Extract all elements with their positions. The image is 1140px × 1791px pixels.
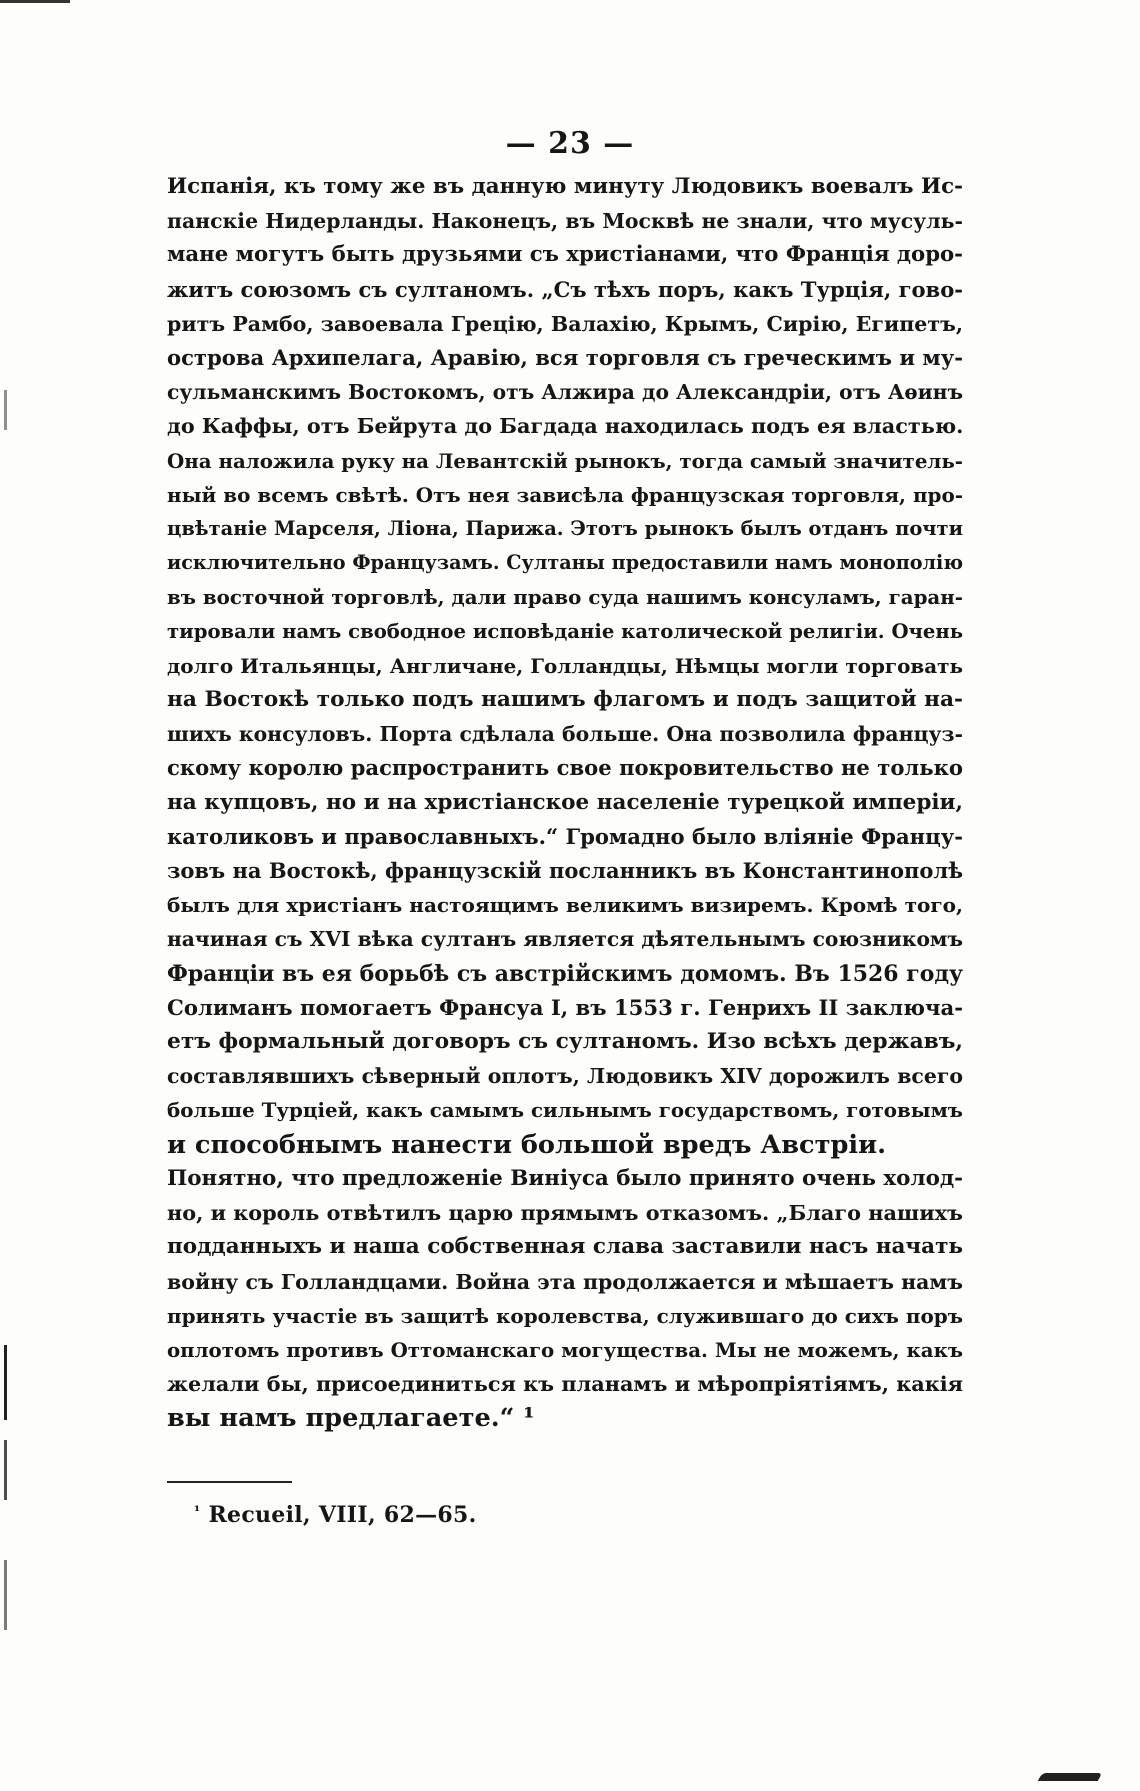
text-line: Испанія, къ тому же въ данную минуту Людовикъ воевалъ Ис- [167, 174, 963, 199]
text-line: Солиманъ помогаетъ Франсуа I, въ 1553 г. Генрихъ II заключа- [167, 994, 963, 1020]
text-line: панскіе Нидерланды. Наконецъ, въ Москвѣ не знали, что мусуль- [167, 209, 963, 234]
text-line: шихъ консуловъ. Порта сдѣлала больше. Она позволила француз- [167, 722, 963, 747]
text-line: но, и король отвѣтилъ царю прямымъ отказомъ. „Благо нашихъ [167, 1200, 963, 1226]
text-line: ритъ Рамбо, завоевала Грецію, Валахію, Крымъ, Сирію, Египетъ, [167, 311, 963, 336]
footnote-marker: ¹ [194, 1504, 201, 1520]
text-line: сульманскимъ Востокомъ, отъ Алжира до Александріи, отъ Аѳинъ [167, 380, 963, 405]
text-line: былъ для христіанъ настоящимъ великимъ визиремъ. Кромѣ того, [167, 893, 963, 918]
page-number: — 23 — [505, 126, 635, 161]
scan-artifact [0, 0, 70, 3]
scan-artifact [1038, 1773, 1103, 1781]
text-line: начиная съ XVI вѣка султанъ является дѣятельнымъ союзникомъ [167, 927, 963, 952]
scan-artifact [4, 390, 7, 430]
footnote-text: Recueil, VIII, 62—65. [208, 1502, 477, 1528]
body-text [167, 170, 963, 1436]
scan-artifact [4, 1440, 7, 1500]
paragraph [167, 170, 963, 1162]
text-line: долго Итальянцы, Англичане, Голландцы, Нѣмцы могли торговать [167, 653, 963, 678]
footnote-divider [167, 1481, 292, 1483]
text-line: вы намъ предлагаете.“ ¹ [167, 1403, 535, 1434]
text-line: подданныхъ и наша собственная слава заставили насъ начать [167, 1234, 963, 1260]
text-line: на Востокѣ только подъ нашимъ флагомъ и подъ защитой на- [167, 687, 963, 713]
paragraph [167, 1162, 963, 1436]
text-line: Понятно, что предложеніе Виніуса было принято очень холод- [167, 1165, 964, 1191]
text-line: житъ союзомъ съ султаномъ. „Съ тѣхъ поръ, какъ Турція, гово- [167, 276, 963, 302]
text-line: исключительно Французамъ. Султаны предоставили намъ монополію [167, 551, 963, 575]
text-line: католиковъ и православныхъ.“ Громадно было вліяніе Францу- [167, 823, 963, 849]
text-line: на купцовъ, но и на христіанское населеніе турецкой имперіи, [167, 789, 963, 815]
text-line: больше Турціей, какъ самымъ сильнымъ государствомъ, готовымъ [167, 1098, 963, 1123]
text-line: принять участіе въ защитѣ королевства, служившаго до сихъ поръ [167, 1303, 963, 1328]
footnote [194, 1502, 477, 1528]
text-line: мане могутъ быть друзьями съ христіанами, что Франція доро- [167, 242, 963, 268]
text-line: въ восточной торговлѣ, дали право суда нашимъ консуламъ, гаран- [167, 585, 963, 610]
text-line: ный во всемъ свѣтѣ. Отъ нея зависѣла французская торговля, про- [167, 482, 963, 507]
text-line: етъ формальный договоръ съ султаномъ. Изо всѣхъ державъ, [167, 1029, 963, 1055]
scan-artifact [4, 1560, 7, 1630]
scan-artifact [4, 1345, 7, 1420]
text-line: и способнымъ нанести большой вредъ Австріи. [167, 1129, 887, 1160]
text-line: составлявшихъ сѣверный оплотъ, Людовикъ XIV дорожилъ всего [167, 1064, 963, 1089]
text-line: Она наложила руку на Левантскій рынокъ, тогда самый значитель- [167, 448, 964, 473]
text-line: оплотомъ противъ Оттоманскаго могущества. Мы не можемъ, какъ [167, 1337, 963, 1362]
text-line: цвѣтаніе Марселя, Ліона, Парижа. Этотъ рынокъ былъ отданъ почти [167, 517, 964, 541]
text-line: войну съ Голландцами. Война эта продолжается и мѣшаетъ намъ [167, 1269, 963, 1294]
text-line: скому королю распространить свое покровительство не только [167, 755, 963, 781]
text-line: Франціи въ ея борьбѣ съ австрійскимъ домомъ. Въ 1526 году [167, 960, 963, 987]
text-line: до Каффы, отъ Бейрута до Багдада находилась подъ ея властью. [167, 414, 964, 439]
text-line: острова Архипелага, Аравію, вся торговля съ греческимъ и му- [167, 345, 963, 371]
text-line: тировали намъ свободное исповѣданіе католической религіи. Очень [167, 619, 964, 643]
text-line: желали бы, присоединиться къ планамъ и мѣропріятіямъ, какія [167, 1371, 963, 1397]
text-line: зовъ на Востокѣ, французскій посланникъ въ Константинополѣ [167, 858, 963, 884]
